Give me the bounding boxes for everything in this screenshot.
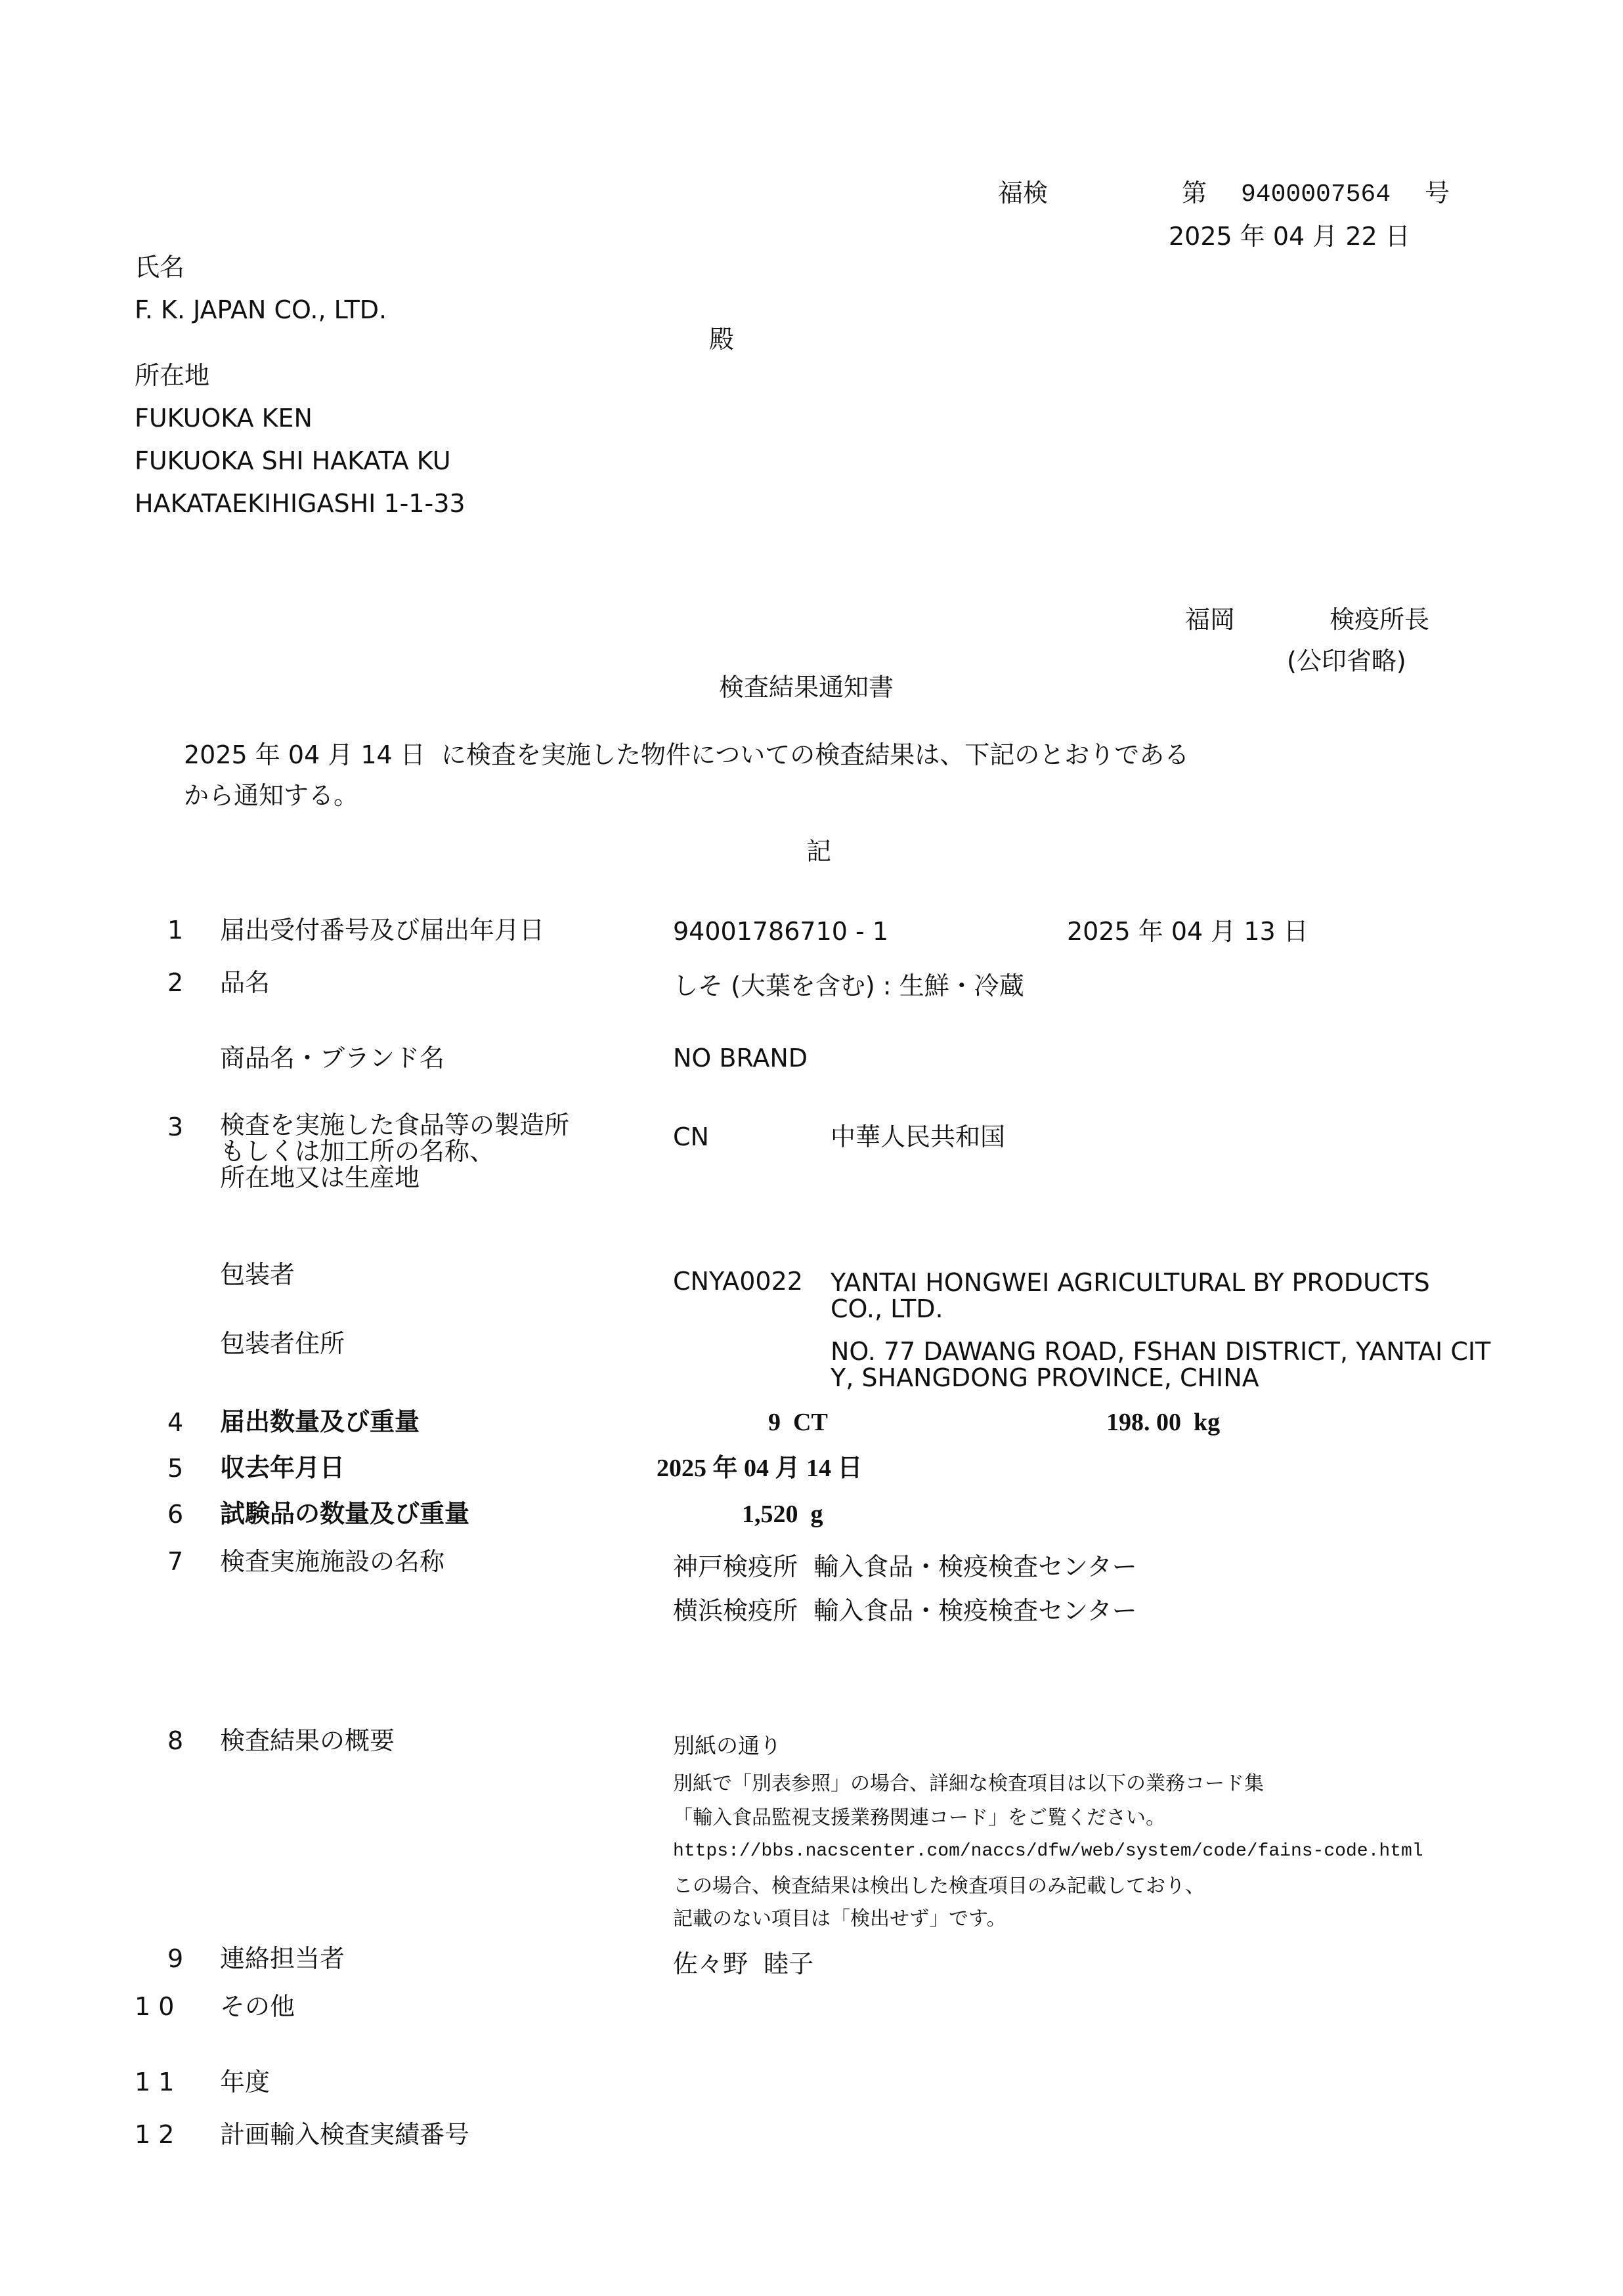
item-8-code-url: https://bbs.nacscenter.com/naccs/dfw/web/system/code/fains-code.html: [673, 1841, 1423, 1861]
packer-label: 包装者: [220, 1260, 295, 1289]
item-11-num: 1 1: [135, 2068, 175, 2096]
intro-line-1: 2025 年 04 月 14 日 に検査を実施した物件についての検査結果は、下記のとおりである: [184, 740, 1190, 769]
item-5-label: 収去年月日: [220, 1455, 345, 1482]
item-11-label: 年度: [220, 2068, 270, 2096]
seal-note: (公印省略): [1287, 647, 1406, 675]
item-9-num: 9: [167, 1944, 184, 1973]
brand-value: NO BRAND: [673, 1044, 808, 1073]
item-5-value: 2025 年 04 月 14 日: [657, 1455, 863, 1482]
item-4-label: 届出数量及び重量: [220, 1409, 420, 1436]
item-6-num: 6: [167, 1500, 184, 1529]
item-8-value: 別紙の通り: [673, 1733, 781, 1758]
item-3-code: CN: [673, 1122, 709, 1151]
item-1-label: 届出受付番号及び届出年月日: [220, 916, 545, 945]
item-2-num: 2: [167, 968, 184, 997]
item-8-num: 8: [167, 1726, 184, 1755]
item-7-facility-2: 横浜検疫所 輸入食品・検疫検査センター: [673, 1596, 1137, 1625]
item-8-note-4: この場合、検査結果は検出した検査項目のみ記載しており、: [673, 1875, 1205, 1898]
item-4-num: 4: [167, 1408, 184, 1437]
packer-code: CNYA0022: [673, 1267, 803, 1296]
item-1-num: 1: [167, 916, 184, 945]
address-line-2: FUKUOKA SHI HAKATA KU: [135, 446, 451, 475]
item-5-num: 5: [167, 1454, 184, 1483]
item-4-quantity: 9 CT: [768, 1409, 828, 1436]
item-8-note-5: 記載のない項目は「検出せず」です。: [673, 1907, 1006, 1930]
item-10-num: 1 0: [135, 1992, 175, 2021]
item-3-num: 3: [167, 1113, 184, 1141]
item-6-label: 試験品の数量及び重量: [220, 1500, 470, 1528]
item-12-label: 計画輸入検査実績番号: [220, 2120, 470, 2149]
item-6-value: 1,520 g: [742, 1500, 823, 1528]
issuer-city: 福岡: [1185, 605, 1236, 634]
item-7-num: 7: [167, 1547, 184, 1576]
doc-title: 検査結果通知書: [719, 673, 894, 702]
dai-label: 第: [1182, 179, 1207, 207]
item-1-value: 94001786710 - 1: [673, 917, 888, 946]
item-8-label: 検査結果の概要: [220, 1726, 395, 1755]
ki-marker: 記: [806, 837, 832, 866]
address-label: 所在地: [135, 361, 210, 390]
name-label: 氏名: [135, 253, 185, 282]
recipient-name: F. K. JAPAN CO., LTD.: [135, 295, 387, 324]
office-prefix: 福検: [998, 179, 1049, 207]
document-number: 9400007564: [1241, 181, 1391, 209]
item-7-label: 検査実施施設の名称: [220, 1547, 445, 1576]
item-9-label: 連絡担当者: [220, 1944, 345, 1973]
issue-date: 2025 年 04 月 22 日: [1169, 222, 1410, 251]
item-8-note-2: 「輸入食品監視支援業務関連コード」をご覧ください。: [673, 1806, 1165, 1829]
honorific: 殿: [709, 325, 735, 354]
issuer-title: 検疫所長: [1330, 605, 1430, 634]
item-8-note-1: 別紙で「別表参照」の場合、詳細な検査項目は以下の業務コード集: [673, 1772, 1264, 1795]
item-10-label: その他: [220, 1992, 295, 2021]
item-2-label: 品名: [220, 968, 270, 997]
item-7-facility-1: 神戸検疫所 輸入食品・検疫検査センター: [673, 1552, 1137, 1581]
go-label: 号: [1425, 179, 1450, 207]
packer-name: YANTAI HONGWEI AGRICULTURAL BY PRODUCTS CO., LTD.: [831, 1268, 1430, 1323]
intro-line-2: から通知する。: [184, 781, 359, 810]
item-9-value: 佐々野 睦子: [673, 1949, 814, 1978]
address-line-3: HAKATAEKIHIGASHI 1-1-33: [135, 489, 465, 518]
item-4-weight: 198. 00 kg: [1106, 1409, 1221, 1436]
item-3-label: 検査を実施した食品等の製造所 もしくは加工所の名称、 所在地又は生産地: [220, 1111, 570, 1192]
item-2-value: しそ (大葉を含む) : 生鮮・冷蔵: [673, 971, 1024, 1000]
item-3-value: 中華人民共和国: [831, 1122, 1006, 1151]
brand-label: 商品名・ブランド名: [220, 1044, 445, 1073]
item-1-date: 2025 年 04 月 13 日: [1067, 917, 1309, 946]
address-line-1: FUKUOKA KEN: [135, 404, 313, 433]
item-12-num: 1 2: [135, 2120, 175, 2149]
packer-address: NO. 77 DAWANG ROAD, FSHAN DISTRICT, YANTAI CIT Y, SHANGDONG PROVINCE, CHINA: [831, 1337, 1491, 1392]
packer-address-label: 包装者住所: [220, 1329, 345, 1358]
